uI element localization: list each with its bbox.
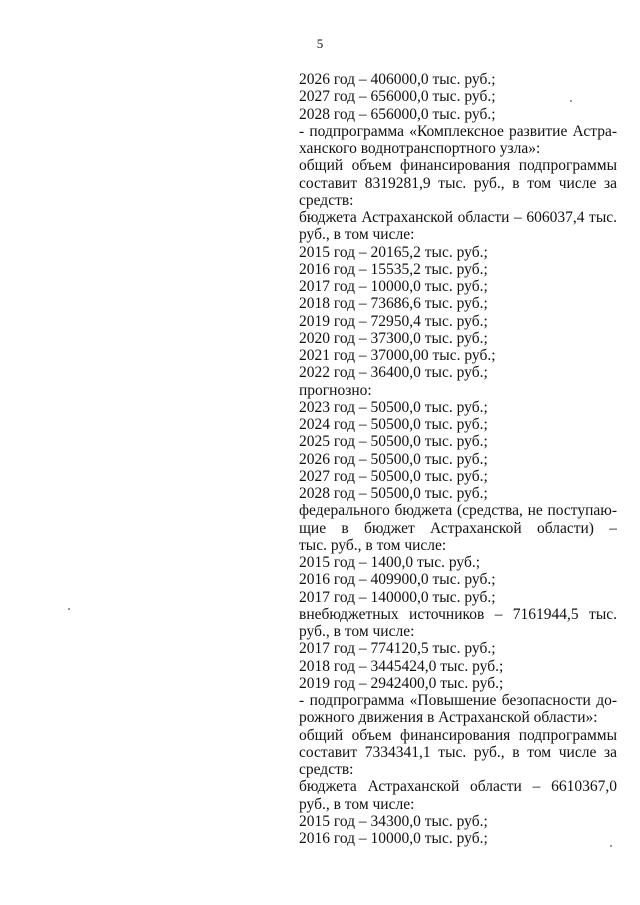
text-line: 2027 год – 656000,0 тыс. руб.; <box>299 88 496 106</box>
document-text-column <box>299 71 617 847</box>
text-line: 2022 год – 36400,0 тыс. руб.; <box>299 364 488 382</box>
text-line: 2016 год – 15535,2 тыс. руб.; <box>299 260 488 278</box>
text-line: 2018 год – 73686,6 тыс. руб.; <box>299 295 488 313</box>
text-line: 2017 год – 774120,5 тыс. руб.; <box>299 640 496 658</box>
text-line: 2025 год – 50500,0 тыс. руб.; <box>299 433 488 451</box>
text-line: внебюджетных источников – 7161944,5 тыс. <box>299 605 617 623</box>
text-line: 2020 год – 37300,0 тыс. руб.; <box>299 329 488 347</box>
text-line: тыс. руб., в том числе: <box>299 536 447 554</box>
text-line: общий объем финансирования подпрограммы <box>299 157 617 175</box>
text-line: 2027 год – 50500,0 тыс. руб.; <box>299 467 488 485</box>
scan-speck <box>610 845 612 847</box>
text-line: 2026 год – 406000,0 тыс. руб.; <box>299 71 496 88</box>
text-line: 2028 год – 656000,0 тыс. руб.; <box>299 105 496 123</box>
text-line: 2019 год – 72950,4 тыс. руб.; <box>299 312 488 330</box>
text-line: общий объем финансирования подпрограммы <box>299 726 617 744</box>
text-line: руб., в том числе: <box>299 226 415 244</box>
text-line: 2015 год – 34300,0 тыс. руб.; <box>299 812 488 830</box>
text-line: 2017 год – 10000,0 тыс. руб.; <box>299 278 488 295</box>
text-line: средств: <box>299 191 354 209</box>
text-line: - подпрограмма «Комплексное развитие Астра- <box>299 122 617 140</box>
text-line: федерального бюджета (средства, не поступаю- <box>299 502 617 520</box>
text-line: руб., в том числе: <box>299 795 415 813</box>
text-line: рожного движения в Астраханской области»: <box>299 709 598 727</box>
text-line: средств: <box>299 761 354 778</box>
text-line: составит 7334341,1 тыс. руб., в том числе за <box>299 743 617 761</box>
text-line: 2024 год – 50500,0 тыс. руб.; <box>299 416 488 433</box>
scan-speck <box>68 608 70 610</box>
page-number: 5 <box>316 36 324 51</box>
scan-speck <box>570 100 572 102</box>
text-line: 2021 год – 37000,00 тыс. руб.; <box>299 347 496 364</box>
text-line: 2016 год – 10000,0 тыс. руб.; <box>299 830 488 847</box>
text-line: 2023 год – 50500,0 тыс. руб.; <box>299 398 488 416</box>
text-line: ханского воднотранспортного узла»: <box>299 140 541 157</box>
text-line: 2028 год – 50500,0 тыс. руб.; <box>299 485 488 502</box>
text-line: - подпрограмма «Повышение безопасности до- <box>299 692 617 709</box>
text-line: щие в бюджет Астраханской области) – <box>299 519 617 537</box>
text-line: составит 8319281,9 тыс. руб., в том числе за <box>299 174 617 192</box>
text-line: 2026 год – 50500,0 тыс. руб.; <box>299 450 488 468</box>
text-line: бюджета Астраханской области – 6610367,0 <box>299 778 617 796</box>
text-line: бюджета Астраханской области – 606037,4 тыс. <box>299 209 617 226</box>
text-line: 2016 год – 409900,0 тыс. руб.; <box>299 571 496 589</box>
text-line: прогнозно: <box>299 381 372 399</box>
text-line: 2018 год – 3445424,0 тыс. руб.; <box>299 657 504 675</box>
text-line: 2019 год – 2942400,0 тыс. руб.; <box>299 674 504 692</box>
text-line: 2015 год – 20165,2 тыс. руб.; <box>299 243 488 261</box>
text-line: 2017 год – 140000,0 тыс. руб.; <box>299 588 496 606</box>
text-line: 2015 год – 1400,0 тыс. руб.; <box>299 554 481 571</box>
text-line: руб., в том числе: <box>299 623 415 640</box>
